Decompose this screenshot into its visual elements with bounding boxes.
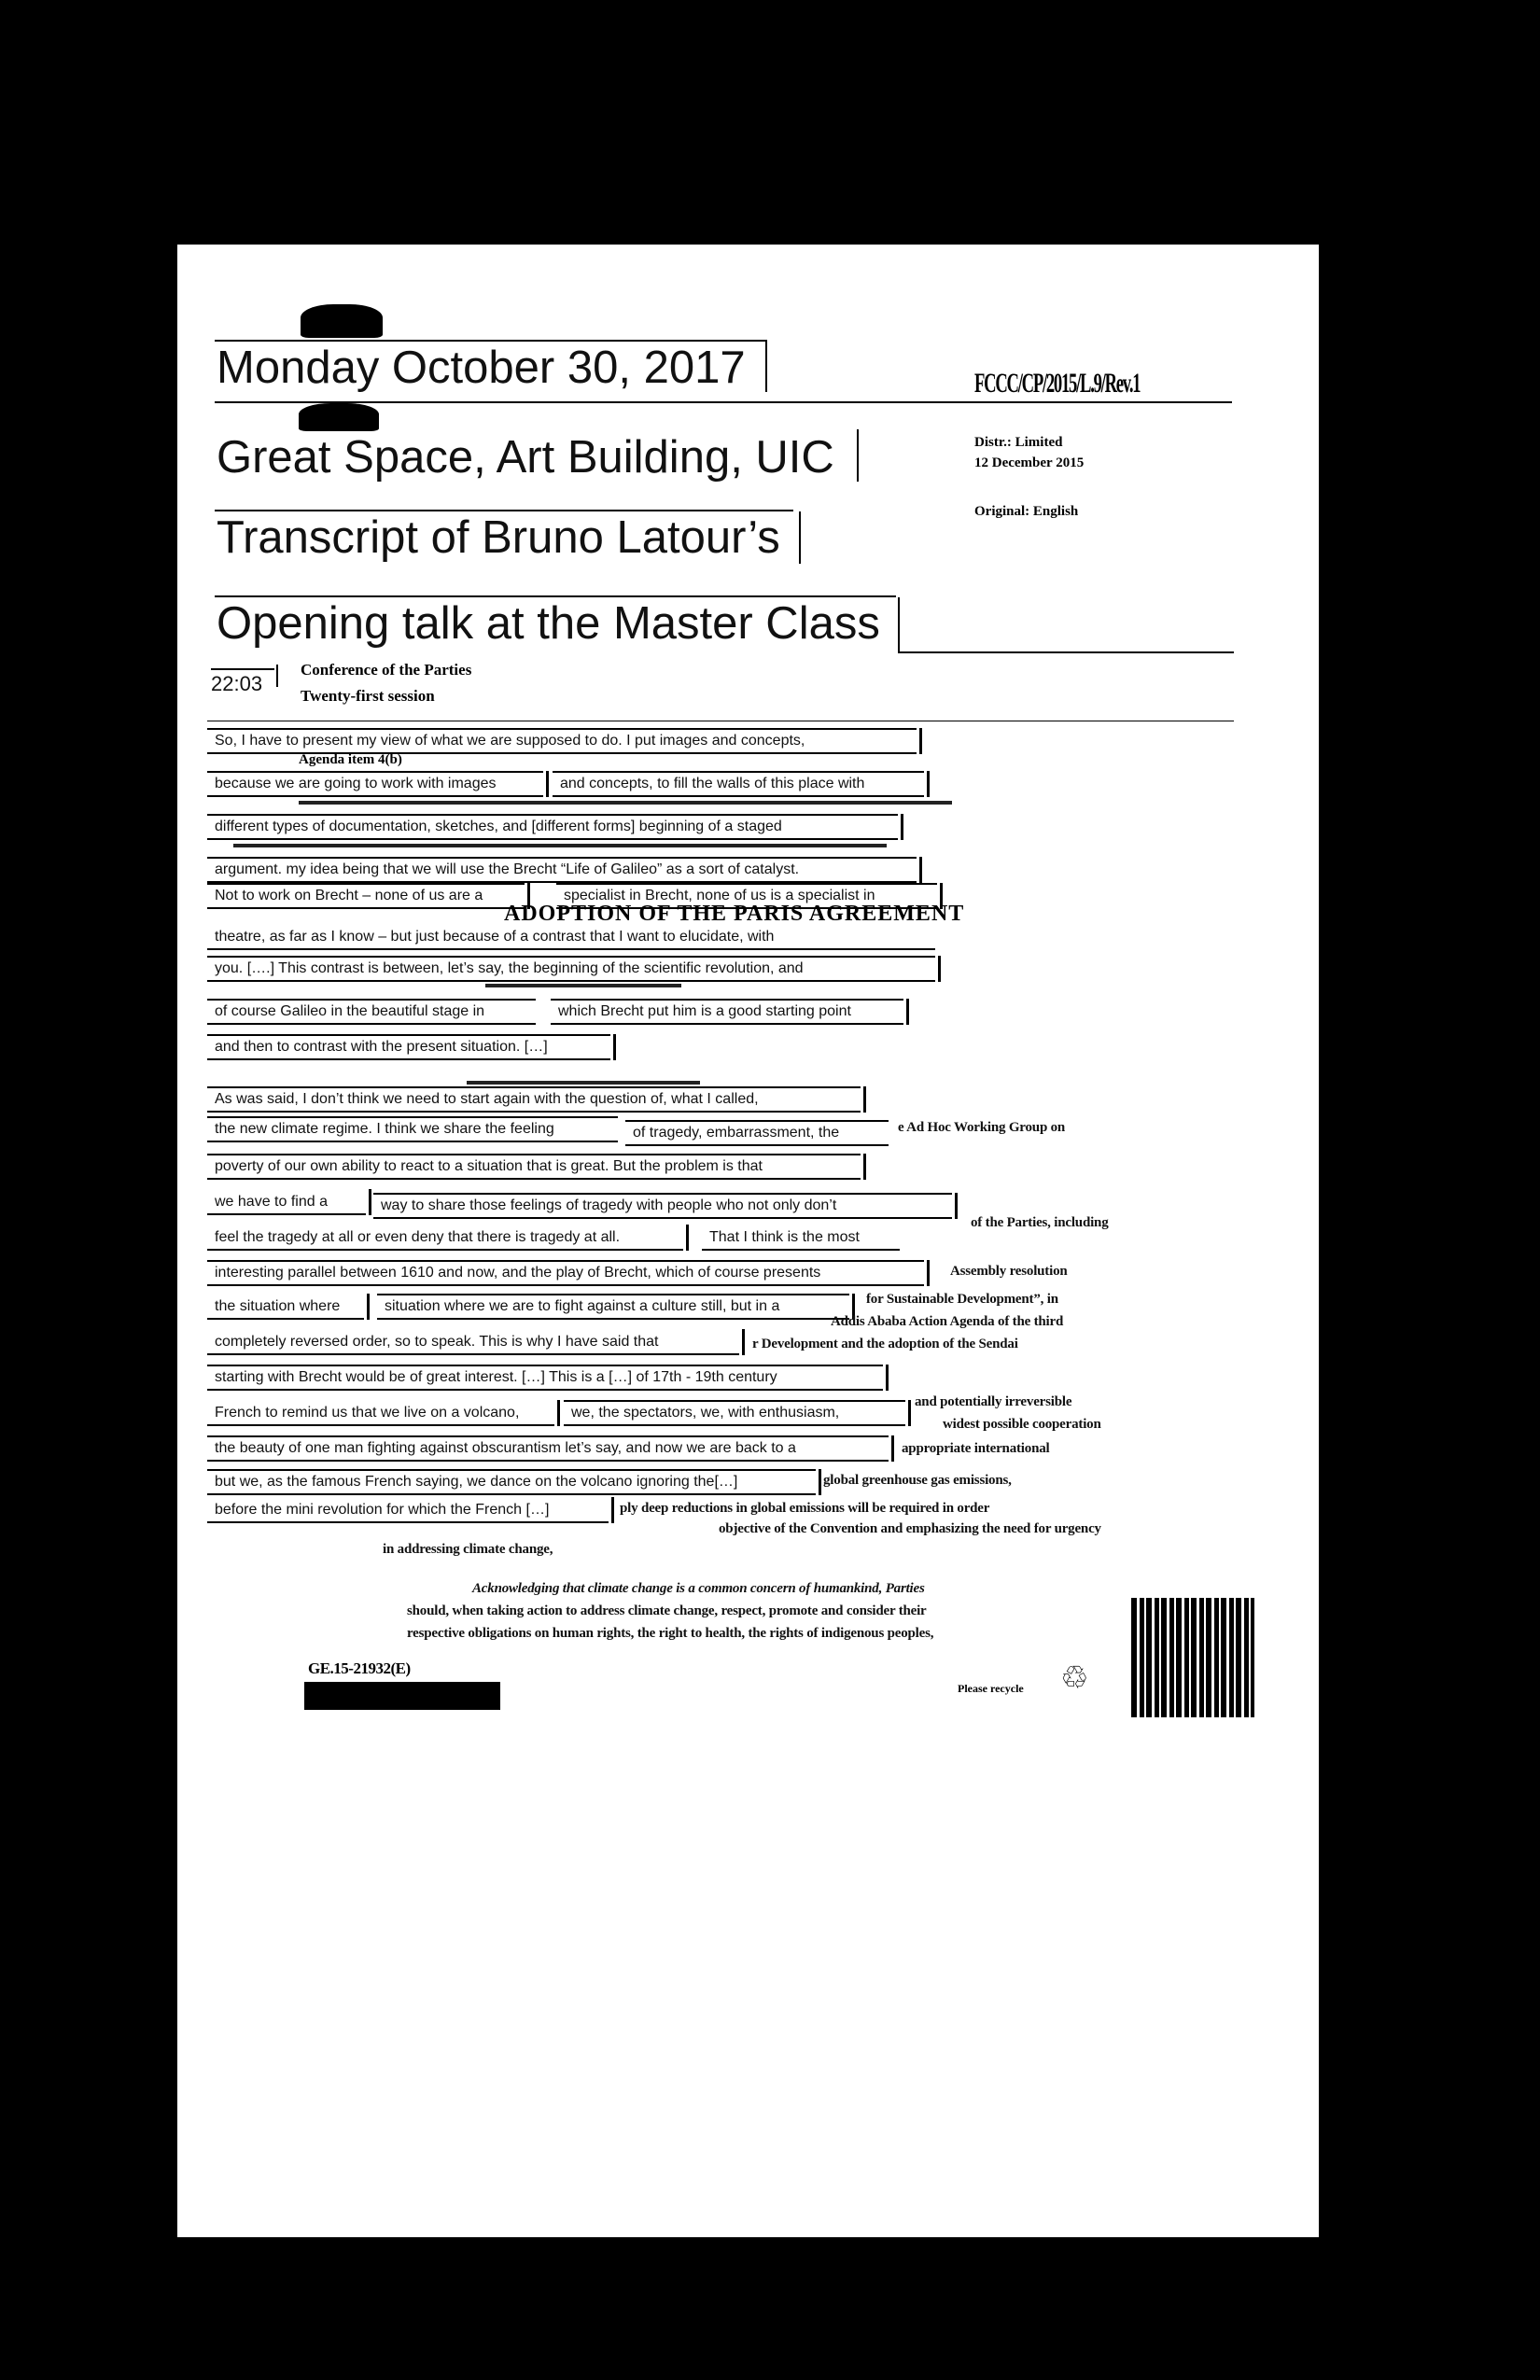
un-symbol: FCCC/CP/2015/L.9/Rev.1: [974, 368, 1141, 399]
acknowledging-line: respective obligations on human rights, the right to health, the rights of indigenous peoples,: [407, 1626, 934, 1641]
transcript-line: of course Galileo in the beautiful stage in: [207, 999, 536, 1025]
transcript-line: feel the tragedy at all or even deny that there is tragedy at all.: [207, 1225, 683, 1251]
transcript-line: interesting parallel between 1610 and now, and the play of Brecht, which of course presents: [207, 1260, 924, 1286]
un-text: objective of the Convention and emphasizing the need for urgency: [719, 1521, 1101, 1536]
un-text: widest possible cooperation: [943, 1417, 1101, 1432]
transcript-line: the new climate regime. I think we share the feeling: [207, 1116, 618, 1142]
date-title: Monday October 30, 2017: [217, 343, 746, 393]
transcript-line: completely reversed order, so to speak. This is why I have said that: [207, 1329, 739, 1355]
un-text: in addressing climate change,: [383, 1542, 553, 1557]
un-text: Addis Ababa Action Agenda of the third: [831, 1314, 1064, 1329]
un-text: appropriate international: [902, 1441, 1050, 1456]
transcript-line: we, the spectators, we, with enthusiasm,: [564, 1400, 905, 1426]
transcript-line: starting with Brecht would be of great interest. […] This is a […] of 17th - 19th century: [207, 1365, 883, 1391]
recycle-icon: ♲: [1060, 1660, 1089, 1696]
un-text: r Development and the adoption of the Sendai: [752, 1337, 1018, 1351]
transcript-line: and then to contrast with the present situation. […]: [207, 1034, 610, 1060]
un-distr: Distr.: Limited: [974, 435, 1063, 450]
un-text: for Sustainable Development”, in: [866, 1292, 1058, 1307]
un-emblem-faded: [299, 403, 379, 431]
timestamp: 22:03: [211, 672, 263, 695]
acknowledging-line: should, when taking action to address climate change, respect, promote and consider their: [407, 1603, 927, 1618]
un-emblem: [301, 304, 383, 338]
transcript-line: As was said, I don’t think we need to start again with the question of, what I called,: [207, 1086, 861, 1113]
acknowledging-line: Acknowledging that climate change is a common concern of humankind, Parties: [472, 1581, 925, 1596]
please-recycle: Please recycle: [958, 1682, 1024, 1695]
transcript-line: because we are going to work with images: [207, 771, 543, 797]
un-text: of the Parties, including: [971, 1215, 1109, 1230]
conference-heading: Conference of the Parties: [301, 661, 472, 679]
transcript-line: specialist in Brecht, none of us is a specialist in: [556, 883, 937, 909]
transcript-line: but we, as the famous French saying, we dance on the volcano ignoring the[…]: [207, 1469, 816, 1495]
transcript-line: you. [….] This contrast is between, let’s say, the beginning of the scientific revolution, and: [207, 956, 935, 982]
transcript-line: different types of documentation, sketches, and [different forms] beginning of a staged: [207, 814, 898, 840]
transcript-line: That I think is the most: [702, 1225, 900, 1251]
transcript-line: before the mini revolution for which the French […]: [207, 1497, 609, 1523]
un-date: 12 December 2015: [974, 455, 1085, 470]
un-text: global greenhouse gas emissions,: [823, 1473, 1012, 1488]
transcript-line: theatre, as far as I know – but just because of a contrast that I want to elucidate, with: [207, 924, 935, 950]
transcript-line: we have to find a: [207, 1189, 366, 1215]
transcript-line: of tragedy, embarrassment, the: [625, 1120, 889, 1146]
transcript-line: the beauty of one man fighting against obscurantism let’s say, and now we are back to a: [207, 1435, 889, 1462]
session-heading: Twenty-first session: [301, 687, 435, 705]
un-original: Original: English: [974, 504, 1079, 519]
transcript-line: Not to work on Brecht – none of us are a: [207, 883, 525, 909]
transcript-line: way to share those feelings of tragedy with people who not only don’t: [373, 1193, 952, 1219]
transcript-line: poverty of our own ability to react to a situation that is great. But the problem is that: [207, 1154, 861, 1180]
un-text: Assembly resolution: [950, 1264, 1068, 1279]
document-barcode-qr: [1131, 1598, 1254, 1717]
transcript-line: which Brecht put him is a good starting point: [551, 999, 903, 1025]
talk-title: Opening talk at the Master Class: [217, 598, 880, 649]
barcode: [304, 1682, 500, 1710]
un-text: and potentially irreversible: [915, 1394, 1072, 1409]
transcript-line: and concepts, to fill the walls of this place with: [553, 771, 924, 797]
transcript-title: Transcript of Bruno Latour’s: [217, 512, 780, 563]
un-text: ply deep reductions in global emissions will be required in order: [620, 1501, 990, 1516]
ge-number: GE.15-21932(E): [308, 1659, 411, 1677]
venue-title: Great Space, Art Building, UIC: [217, 432, 834, 483]
transcript-line: the situation where: [207, 1294, 364, 1320]
transcript-line: French to remind us that we live on a volcano,: [207, 1400, 554, 1426]
un-text: e Ad Hoc Working Group on: [898, 1120, 1066, 1135]
transcript-line: argument. my idea being that we will use the Brecht “Life of Galileo” as a sort of catalyst.: [207, 857, 917, 883]
agenda-item: Agenda item 4(b): [299, 752, 402, 767]
adoption-heading: ADOPTION OF THE PARIS AGREEMENT: [504, 902, 965, 926]
transcript-line: So, I have to present my view of what we are supposed to do. I put images and concepts,: [207, 728, 917, 754]
transcript-line: situation where we are to fight against a culture still, but in a: [377, 1294, 849, 1320]
